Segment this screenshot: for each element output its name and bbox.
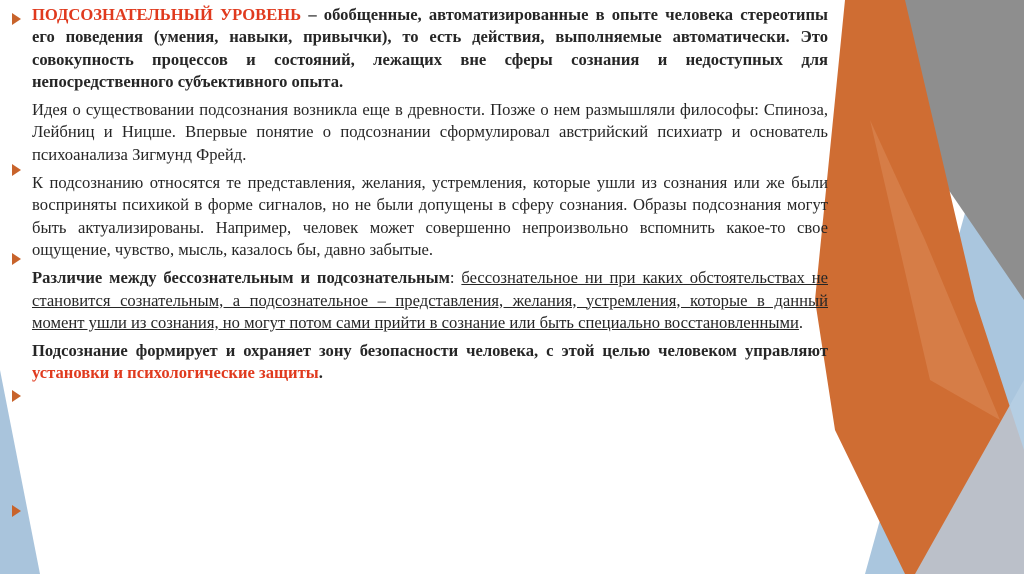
history-text: Идея о существовании подсознания возникла еще в древности. Позже о нем размышляли философы: Спиноза, Лейбниц и Ницше. Впервые понятие о подсознании сформулировал австрийский психиатр и основатель психоанализа Зигмунд Фрейд. bbox=[32, 100, 828, 164]
bullet-5 bbox=[12, 505, 21, 517]
difference-explanation: бессознательное ни при каких обстоятельствах не становится сознательным, а подсознательное – представления, желания, устремления, которые в данный момент ушли из сознания, но могут потом сами прийти в сознание или быть специально восстановленными bbox=[32, 268, 828, 332]
paragraph-history bbox=[32, 99, 828, 166]
protection-highlight: установки и психологические защиты bbox=[32, 363, 319, 383]
bullet-4 bbox=[12, 390, 21, 402]
protection-end: . bbox=[318, 363, 323, 383]
difference-colon: : bbox=[449, 268, 462, 288]
paragraph-protection bbox=[32, 340, 828, 385]
paragraph-difference bbox=[32, 267, 828, 334]
contents-text: К подсознанию относятся те представления, желания, устремления, которые ушли из сознания или же были восприняты психикой в форме сигналов, но не были допущены в сферу сознания. Образы подсознания могут быть актуализированы. Например, человек может совершенно непроизвольно вспомнить какое-то свое ощущение, чувство, мысль, казалось бы, давно забытые. bbox=[32, 173, 828, 259]
paragraph-definition bbox=[32, 4, 828, 93]
slide-text bbox=[32, 4, 828, 391]
paragraph-contents bbox=[32, 172, 828, 261]
bullet-1 bbox=[12, 13, 21, 25]
term-subconscious-level: ПОДСОЗНАТЕЛЬНЫЙ УРОВЕНЬ bbox=[32, 5, 302, 24]
definition-text: – обобщенные, автоматизированные в опыте человека стереотипы его поведения (умения, навыки, привычки), то есть действия, выполняемые автоматически. Это совокупность процессов и состояний, лежащих вне сферы сознания и недоступных для непосредственного субъективного опыта. bbox=[32, 5, 828, 91]
bullet-2 bbox=[12, 164, 21, 176]
difference-end: . bbox=[798, 312, 804, 332]
bullet-3 bbox=[12, 253, 21, 265]
protection-text: Подсознание формирует и охраняет зону безопасности человека, с этой целью человеком управляют bbox=[32, 341, 828, 361]
difference-term: Различие между бессознательным и подсознательным bbox=[32, 268, 450, 288]
